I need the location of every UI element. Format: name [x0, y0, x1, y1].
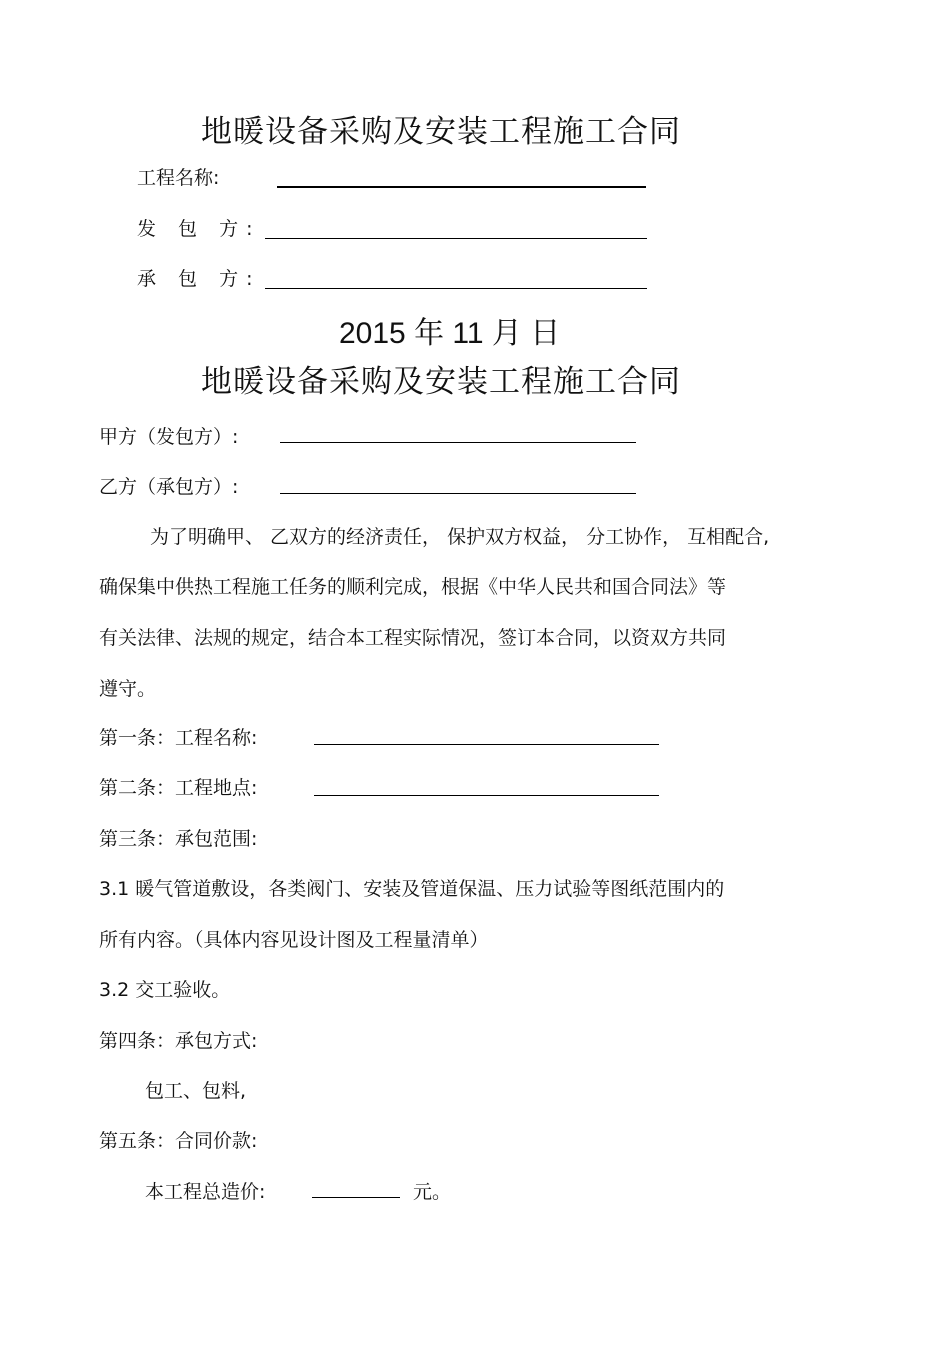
- article-4-label: 第四条：承包方式:: [99, 1030, 258, 1052]
- article-1-label: 第一条：工程名称:: [99, 727, 258, 749]
- article-3-label: 第三条：承包范围:: [99, 828, 258, 850]
- cover-employer-line[interactable]: [265, 238, 647, 239]
- preamble-line-2: 确保集中供热工程施工任务的顺利完成，根据《中华人民共和国合同法》等: [99, 576, 727, 598]
- preamble-line-3: 有关法律、法规的规定，结合本工程实际情况，签订本合同，以资双方共同: [99, 627, 727, 649]
- article-4-content: 包工、包料,: [145, 1080, 247, 1102]
- item-3-1-line-2: 所有内容。（具体内容见设计图及工程量清单）: [99, 929, 489, 951]
- article-2-label: 第二条：工程地点:: [99, 777, 258, 799]
- cover-employer-label: 发 包 方:: [137, 218, 261, 240]
- preamble-line-1: 为了明确甲、 乙双方的经济责任， 保护双方权益， 分工协作， 互相配合,: [150, 526, 770, 548]
- cover-contractor-line[interactable]: [265, 288, 647, 289]
- cover-project-name-line[interactable]: [277, 186, 646, 188]
- cover-title: 地暖设备采购及安装工程施工合同: [201, 114, 681, 150]
- total-price-line[interactable]: [312, 1197, 400, 1198]
- party-a-label: 甲方（发包方）:: [99, 426, 239, 448]
- party-b-line[interactable]: [280, 493, 636, 494]
- article-5-label: 第五条：合同价款:: [99, 1130, 258, 1152]
- preamble-line-4: 遵守。: [99, 678, 157, 700]
- article-2-line[interactable]: [314, 795, 659, 796]
- article-1-line[interactable]: [314, 744, 659, 745]
- item-3-2: 3.2 交工验收。: [99, 979, 231, 1001]
- party-b-label: 乙方（承包方）:: [99, 476, 239, 498]
- cover-date: 2015 年 11 月 日: [339, 317, 561, 350]
- party-a-line[interactable]: [280, 442, 636, 443]
- total-price-unit: 元。: [413, 1181, 452, 1203]
- total-price-label: 本工程总造价:: [145, 1181, 266, 1203]
- cover-project-name-label: 工程名称:: [137, 167, 220, 189]
- contract-title: 地暖设备采购及安装工程施工合同: [201, 364, 681, 400]
- cover-contractor-label: 承 包 方:: [137, 268, 261, 290]
- item-3-1-line-1: 3.1 暖气管道敷设，各类阀门、安装及管道保温、压力试验等图纸范围内的: [99, 878, 725, 900]
